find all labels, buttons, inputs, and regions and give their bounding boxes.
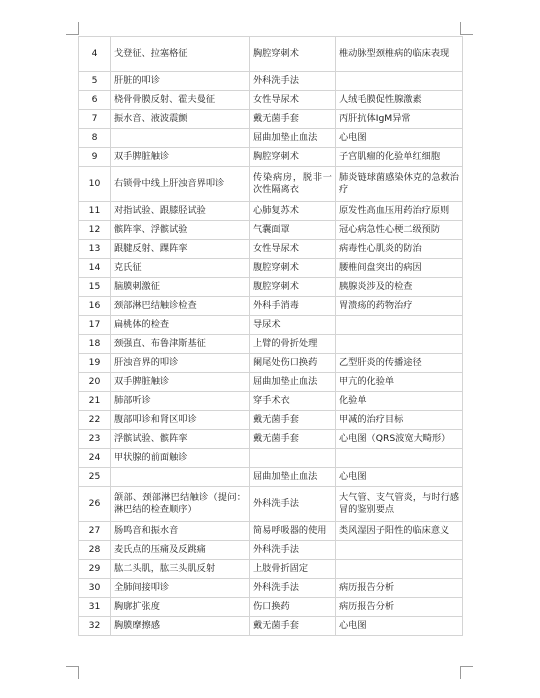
case-analysis-cell: [336, 541, 463, 560]
row-number-cell: 14: [79, 259, 111, 278]
crop-mark-bottom-left: [66, 666, 79, 679]
row-number-cell: 31: [79, 598, 111, 617]
physical-exam-cell: 脑膜刺激征: [111, 278, 250, 297]
row-number-cell: 28: [79, 541, 111, 560]
table-row: [79, 373, 463, 392]
case-analysis-cell: 原发性高血压用药治疗原则: [336, 202, 463, 221]
table-row: [79, 598, 463, 617]
case-analysis-cell: 人绒毛膜促性腺激素: [336, 91, 463, 110]
physical-exam-cell: 肱二头肌，肱三头肌反射: [111, 560, 250, 579]
clinical-skill-cell: 伤口换药: [250, 598, 336, 617]
case-analysis-cell: 乙型肝炎的传播途径: [336, 354, 463, 373]
case-analysis-cell: 椎动脉型颈椎病的临床表现: [336, 37, 463, 72]
physical-exam-cell: 颈强直、布鲁津斯基征: [111, 335, 250, 354]
row-number-cell: 11: [79, 202, 111, 221]
clinical-skill-cell: 外科洗手法: [250, 72, 336, 91]
table-row: [79, 167, 463, 202]
clinical-skill-cell: 腹腔穿刺术: [250, 259, 336, 278]
row-number-cell: 19: [79, 354, 111, 373]
row-number-cell: 4: [79, 37, 111, 72]
clinical-skill-cell: 胸腔穿刺术: [250, 148, 336, 167]
row-number-cell: 6: [79, 91, 111, 110]
row-number-cell: 5: [79, 72, 111, 91]
table-row: [79, 259, 463, 278]
table-row: [79, 430, 463, 449]
table-row: [79, 278, 463, 297]
clinical-skill-cell: 外科手消毒: [250, 297, 336, 316]
table-row: [79, 487, 463, 522]
case-analysis-cell: 肺炎链球菌感染休克的急救治疗: [336, 167, 463, 202]
row-number-cell: 9: [79, 148, 111, 167]
table-row: [79, 221, 463, 240]
table-row: [79, 354, 463, 373]
physical-exam-cell: 跟腱反射、踝阵挛: [111, 240, 250, 259]
crop-mark-top-right: [460, 22, 473, 35]
case-analysis-cell: 冠心病急性心梗二级预防: [336, 221, 463, 240]
physical-exam-cell: 扁桃体的检查: [111, 316, 250, 335]
case-analysis-cell: 甲减的治疗目标: [336, 411, 463, 430]
case-analysis-cell: 类风湿因子阳性的临床意义: [336, 522, 463, 541]
row-number-cell: 13: [79, 240, 111, 259]
table-row: [79, 110, 463, 129]
row-number-cell: 25: [79, 468, 111, 487]
table-row: [79, 148, 463, 167]
table-body: [79, 37, 463, 636]
physical-exam-cell: 颌部、颈部淋巴结触诊（提问：淋巴结的检查顺序）: [111, 487, 250, 522]
physical-exam-cell: 胸膜摩擦感: [111, 617, 250, 636]
clinical-skill-cell: 上臂的骨折处理: [250, 335, 336, 354]
case-analysis-cell: [336, 72, 463, 91]
physical-exam-cell: 振水音、液波震颤: [111, 110, 250, 129]
clinical-skill-cell: 戴无菌手套: [250, 411, 336, 430]
case-analysis-cell: 心电图: [336, 129, 463, 148]
physical-exam-cell: [111, 129, 250, 148]
physical-exam-cell: 肺部听诊: [111, 392, 250, 411]
row-number-cell: 27: [79, 522, 111, 541]
case-analysis-cell: 子宫肌瘤的化验单红细胞: [336, 148, 463, 167]
clinical-skill-cell: 屈曲加垫止血法: [250, 468, 336, 487]
clinical-skill-cell: 胸腔穿刺术: [250, 37, 336, 72]
clinical-skill-cell: 穿手术衣: [250, 392, 336, 411]
clinical-skill-cell: 屈曲加垫止血法: [250, 129, 336, 148]
row-number-cell: 8: [79, 129, 111, 148]
table-row: [79, 541, 463, 560]
row-number-cell: 20: [79, 373, 111, 392]
row-number-cell: 12: [79, 221, 111, 240]
clinical-skill-cell: 上肢骨折固定: [250, 560, 336, 579]
row-number-cell: 32: [79, 617, 111, 636]
physical-exam-cell: 右锁骨中线上肝浊音界叩诊: [111, 167, 250, 202]
physical-exam-cell: 桡骨骨膜反射、霍夫曼征: [111, 91, 250, 110]
clinical-skill-cell: 心肺复苏术: [250, 202, 336, 221]
clinical-skill-cell: [250, 449, 336, 468]
physical-exam-cell: 戈登征、拉塞格征: [111, 37, 250, 72]
table-row: [79, 392, 463, 411]
table-row: [79, 316, 463, 335]
row-number-cell: 7: [79, 110, 111, 129]
clinical-skill-cell: 外科洗手法: [250, 487, 336, 522]
clinical-skill-cell: 外科洗手法: [250, 541, 336, 560]
physical-exam-cell: 浮髌试验、髌阵挛: [111, 430, 250, 449]
case-analysis-cell: 甲亢的化验单: [336, 373, 463, 392]
table-row: [79, 202, 463, 221]
physical-exam-cell: 全肺间接叩诊: [111, 579, 250, 598]
row-number-cell: 30: [79, 579, 111, 598]
physical-exam-cell: 胸廓扩张度: [111, 598, 250, 617]
table-row: [79, 522, 463, 541]
table-row: [79, 560, 463, 579]
row-number-cell: 16: [79, 297, 111, 316]
exam-topics-table: [78, 36, 463, 636]
row-number-cell: 23: [79, 430, 111, 449]
row-number-cell: 24: [79, 449, 111, 468]
physical-exam-cell: 克氏征: [111, 259, 250, 278]
case-analysis-cell: 心电图: [336, 617, 463, 636]
row-number-cell: 17: [79, 316, 111, 335]
row-number-cell: 15: [79, 278, 111, 297]
clinical-skill-cell: 戴无菌手套: [250, 110, 336, 129]
physical-exam-cell: 髌阵挛、浮髌试验: [111, 221, 250, 240]
table-row: [79, 579, 463, 598]
physical-exam-cell: 双手脾脏触诊: [111, 148, 250, 167]
table-row: [79, 297, 463, 316]
case-analysis-cell: 化验单: [336, 392, 463, 411]
case-analysis-cell: 大气管、支气管炎，与时行感冒的鉴别要点: [336, 487, 463, 522]
row-number-cell: 26: [79, 487, 111, 522]
row-number-cell: 22: [79, 411, 111, 430]
clinical-skill-cell: 腹腔穿刺术: [250, 278, 336, 297]
row-number-cell: 18: [79, 335, 111, 354]
case-analysis-cell: 丙肝抗体IgM异常: [336, 110, 463, 129]
table-row: [79, 449, 463, 468]
clinical-skill-cell: 女性导尿术: [250, 91, 336, 110]
physical-exam-cell: 麦氏点的压痛及反跳痛: [111, 541, 250, 560]
table-row: [79, 411, 463, 430]
case-analysis-cell: 病历报告分析: [336, 579, 463, 598]
table-row: [79, 129, 463, 148]
physical-exam-cell: 肝浊音界的叩诊: [111, 354, 250, 373]
table-row: [79, 617, 463, 636]
physical-exam-cell: 甲状腺的前面触诊: [111, 449, 250, 468]
case-analysis-cell: 病毒性心肌炎的防治: [336, 240, 463, 259]
case-analysis-cell: [336, 335, 463, 354]
crop-mark-top-left: [66, 22, 79, 35]
clinical-skill-cell: 简易呼吸器的使用: [250, 522, 336, 541]
clinical-skill-cell: 屈曲加垫止血法: [250, 373, 336, 392]
table-row: [79, 335, 463, 354]
case-analysis-cell: 胃溃疡的药物治疗: [336, 297, 463, 316]
row-number-cell: 10: [79, 167, 111, 202]
row-number-cell: 21: [79, 392, 111, 411]
clinical-skill-cell: 导尿术: [250, 316, 336, 335]
case-analysis-cell: 腰椎间盘突出的病因: [336, 259, 463, 278]
clinical-skill-cell: 气囊面罩: [250, 221, 336, 240]
physical-exam-cell: 肠鸣音和振水音: [111, 522, 250, 541]
physical-exam-cell: 颈部淋巴结触诊检查: [111, 297, 250, 316]
physical-exam-cell: [111, 468, 250, 487]
table-row: [79, 240, 463, 259]
case-analysis-cell: 心电图（QRS波宽大畸形）: [336, 430, 463, 449]
case-analysis-cell: 心电图: [336, 468, 463, 487]
row-number-cell: 29: [79, 560, 111, 579]
crop-mark-bottom-right: [460, 666, 473, 679]
physical-exam-cell: 双手脾脏触诊: [111, 373, 250, 392]
case-analysis-cell: [336, 449, 463, 468]
table-row: [79, 468, 463, 487]
case-analysis-cell: [336, 316, 463, 335]
clinical-skill-cell: 传染病房，脱非一次性隔离衣: [250, 167, 336, 202]
physical-exam-cell: 对指试验、跟膝胫试验: [111, 202, 250, 221]
case-analysis-cell: 胰腺炎涉及的检查: [336, 278, 463, 297]
case-analysis-cell: [336, 560, 463, 579]
physical-exam-cell: 肝脏的叩诊: [111, 72, 250, 91]
table-row: [79, 72, 463, 91]
clinical-skill-cell: 戴无菌手套: [250, 430, 336, 449]
clinical-skill-cell: 外科洗手法: [250, 579, 336, 598]
clinical-skill-cell: 阑尾处伤口换药: [250, 354, 336, 373]
case-analysis-cell: 病历报告分析: [336, 598, 463, 617]
table-row: [79, 37, 463, 72]
physical-exam-cell: 腹部叩诊和肾区叩诊: [111, 411, 250, 430]
clinical-skill-cell: 女性导尿术: [250, 240, 336, 259]
table-row: [79, 91, 463, 110]
clinical-skill-cell: 戴无菌手套: [250, 617, 336, 636]
